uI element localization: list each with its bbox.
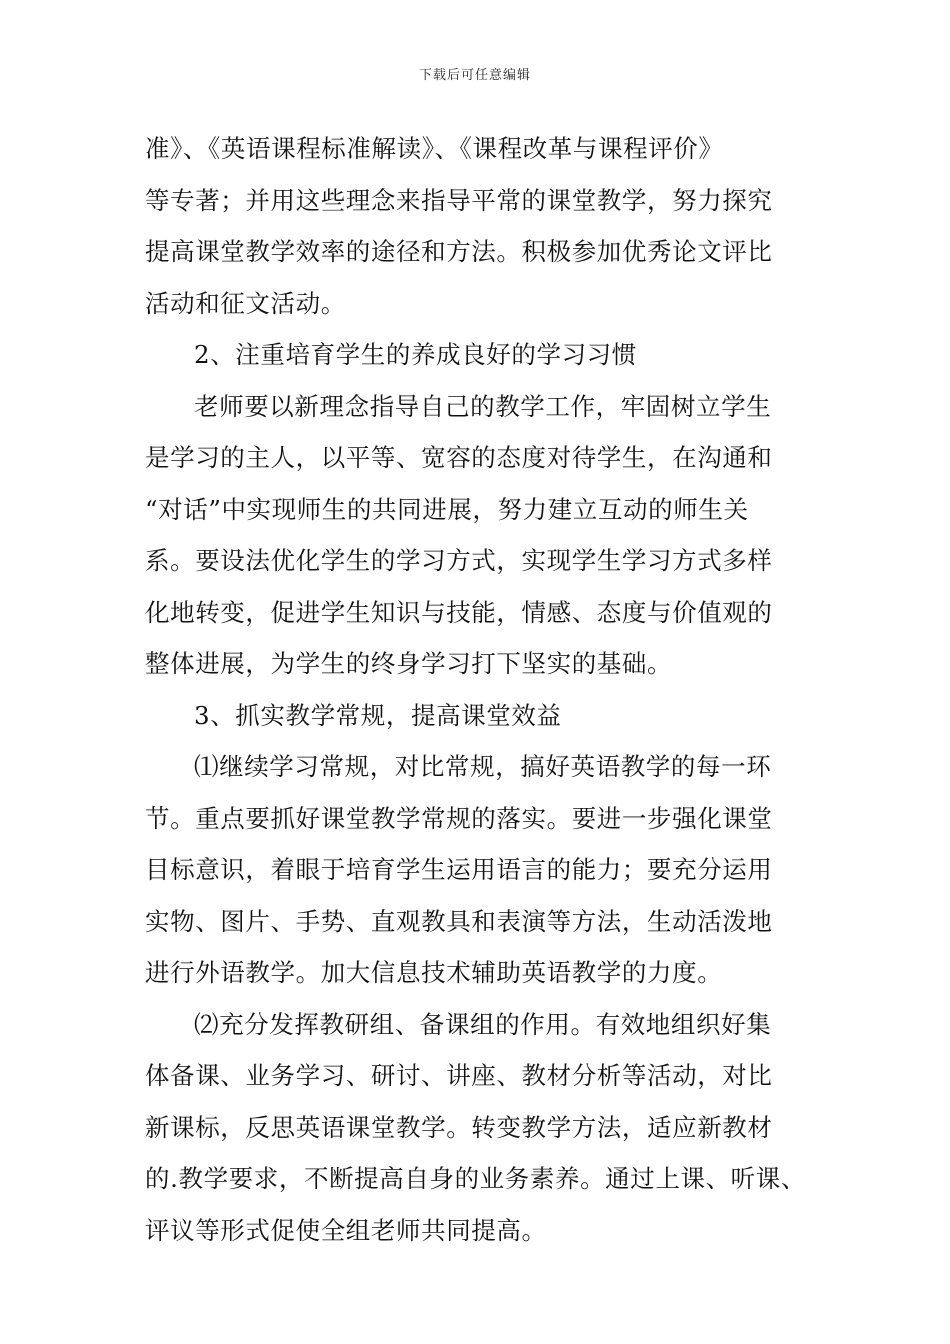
- text-line: 新课标，反思英语课堂教学。转变教学方法，适应新教材: [145, 1112, 773, 1142]
- page-header: 下载后可任意编辑: [418, 68, 531, 83]
- paragraph-start: 老师要以新理念指导自己的教学工作，牢固树立学生: [194, 391, 772, 421]
- text-line: 化地转变，促进学生知识与技能，情感、态度与价值观的: [145, 597, 773, 627]
- text-line: 整体进展，为学生的终身学习打下坚实的基础。: [145, 649, 673, 678]
- text-line: 实物、图片、手势、直观教具和表演等方法，生动活泼地: [145, 906, 773, 936]
- text-line: 系。要设法优化学生的学习方式，实现学生学习方式多样: [145, 546, 773, 575]
- text-line: 目标意识，着眼于培育学生运用语言的能力；要充分运用: [145, 855, 773, 884]
- paragraph-start: ⑵充分发挥教研组、备课组的作用。有效地组织好集: [194, 1009, 772, 1039]
- text-line: 的.教学要求，不断提高自身的业务素养。通过上课、听课、: [145, 1164, 806, 1193]
- text-line: 体备课、业务学习、研讨、讲座、教材分析等活动，对比: [145, 1061, 773, 1090]
- paragraph-start: ⑴继续学习常规，对比常规，搞好英语教学的每一环: [194, 752, 772, 781]
- section-heading: 2、注重培育学生的养成良好的学习习惯: [194, 340, 637, 369]
- text-line: 准》、《英语课程标准解读》、《课程改革与课程评价》: [145, 134, 724, 163]
- section-heading: 3、抓实教学常规，提高课堂效益: [194, 700, 562, 730]
- text-line: 活动和征文活动。: [145, 288, 346, 318]
- document-body: [145, 126, 835, 1259]
- text-line: 是学习的主人，以平等、宽容的态度对待学生，在沟通和: [145, 443, 773, 472]
- text-line: “对话”中实现师生的共同进展，努力建立互动的师生关: [145, 494, 749, 524]
- text-line: 进行外语教学。加大信息技术辅助英语教学的力度。: [145, 958, 723, 987]
- text-line: 等专著；并用这些理念来指导平常的课堂教学，努力探究: [145, 185, 773, 215]
- text-line: 节。重点要抓好课堂教学常规的落实。要进一步强化课堂: [145, 803, 773, 833]
- text-line: 评议等形式促使全组老师共同提高。: [145, 1215, 547, 1245]
- text-line: 提高课堂教学效率的途径和方法。积极参加优秀论文评比: [145, 237, 773, 266]
